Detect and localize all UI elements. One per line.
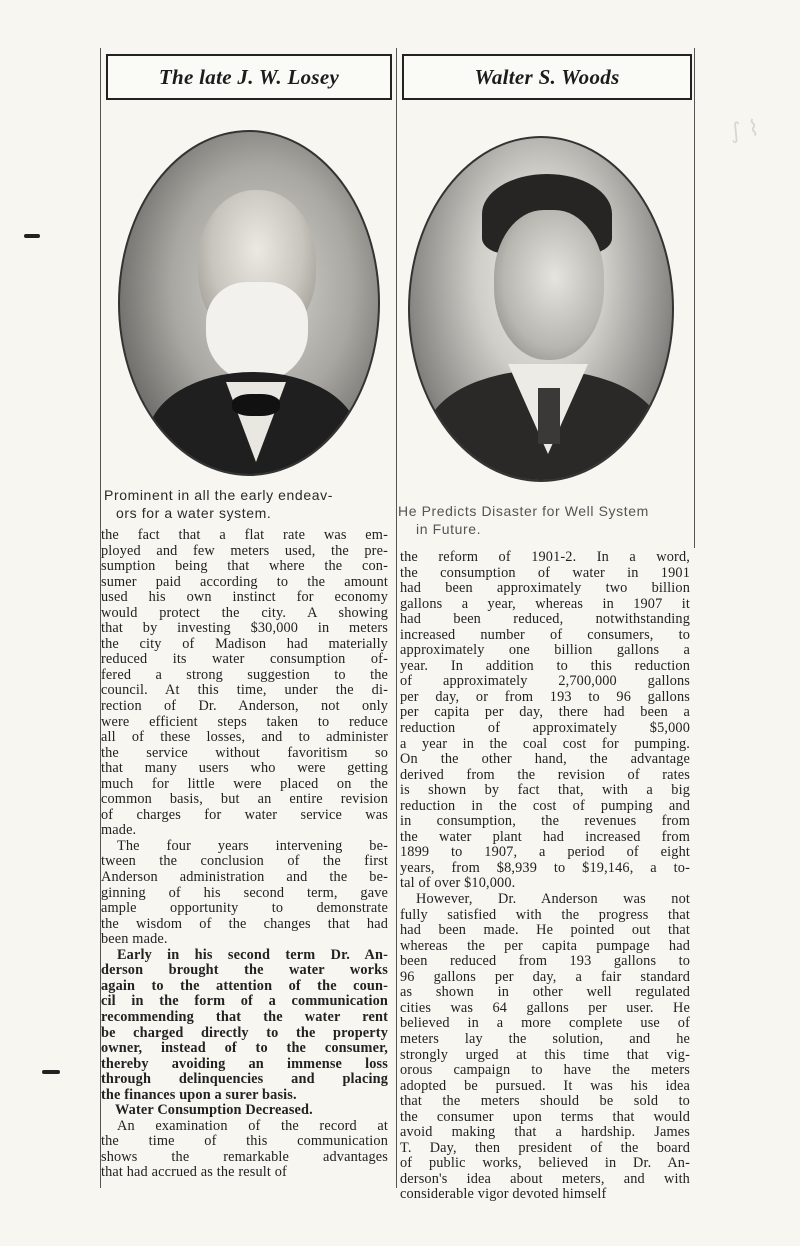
text-line: of public works, believed in Dr. An-: [400, 1155, 690, 1172]
text-line: meters lay the solution, and he: [400, 1030, 690, 1047]
caption-losey-line1: Prominent in all the early endeav-: [104, 487, 333, 503]
text-line: the consumption of water in 1901: [400, 564, 690, 581]
text-line: 96 gallons per day, a fair standard: [400, 968, 690, 985]
text-line: again to the attention of the coun-: [101, 977, 388, 994]
caption-losey: [104, 486, 394, 522]
portrait-losey-tie: [232, 394, 280, 416]
text-line: per day, or from 193 to 96 gallons: [400, 688, 690, 705]
text-line: shows the remarkable advantages: [101, 1148, 388, 1165]
text-line: would protect the city. A showing: [101, 604, 388, 621]
text-line: been reduced from 193 gallons to: [400, 953, 690, 970]
text-line: the water plant had increased from: [400, 828, 690, 845]
text-line: The four years intervening be-: [117, 837, 388, 854]
text-line: tal of over $10,000.: [400, 875, 516, 892]
text-line: years, from $8,939 to $19,146, a to-: [400, 859, 690, 876]
center-rule: [396, 48, 397, 1188]
text-line: adopted be pursued. It was his idea: [400, 1077, 690, 1094]
text-line: the reform of 1901-2. In a word,: [400, 549, 690, 565]
text-line: year. In addition to this reduction: [400, 657, 690, 674]
text-line: as shown in other well regulated: [400, 984, 690, 1001]
pencil-marking: ∫ ⌇: [728, 116, 761, 145]
header-woods-text: Walter S. Woods: [474, 64, 620, 89]
text-line: rection of Dr. Anderson, not only: [101, 698, 388, 715]
text-line: ample opportunity to demonstrate: [101, 900, 388, 917]
text-line: been made.: [101, 931, 168, 948]
header-losey: [106, 54, 392, 100]
text-line: that the meters should be sold to: [400, 1093, 690, 1110]
text-line: whereas the per capita pumpage had: [400, 937, 690, 954]
header-losey-text: The late J. W. Losey: [158, 64, 340, 89]
text-line: the finances upon a surer basis.: [101, 1086, 297, 1103]
caption-woods-line2: in Future.: [416, 521, 482, 537]
margin-mark-lower: [42, 1070, 60, 1074]
text-line: used his own instinct for economy: [101, 589, 388, 606]
portrait-woods-head: [494, 210, 604, 360]
portrait-woods: [408, 136, 674, 482]
portrait-losey: [118, 130, 380, 476]
text-line: believed in a more complete use of: [400, 1015, 690, 1032]
text-line: had been reduced, notwithstanding: [400, 611, 690, 628]
text-line: in consumption, the revenues from: [400, 813, 690, 830]
text-line: sumption being that where the con-: [101, 558, 388, 575]
left-article-column: [101, 528, 388, 1181]
text-line: reduction of approximately $5,000: [400, 720, 690, 737]
text-line: orous campaign to have the meters: [400, 1062, 690, 1079]
text-line: the fact that a flat rate was em-: [101, 527, 388, 543]
text-line: reduced its water consumption of-: [101, 651, 388, 668]
text-line: ginning of his second term, gave: [101, 884, 388, 901]
text-line: had been approximately two billion: [400, 580, 690, 597]
text-line: cil in the form of a communication: [101, 993, 388, 1010]
text-line: council. At this time, under the di-: [101, 682, 388, 699]
text-line: derson brought the water works: [101, 962, 388, 979]
text-line: the service without favoritism so: [101, 744, 388, 761]
caption-woods-line1: He Predicts Disaster for Well System: [398, 503, 649, 519]
text-line: approximately one billion gallons a: [400, 642, 690, 659]
subheading: Water Consumption Decreased.: [115, 1102, 313, 1119]
text-line: ployed and few meters used, the pre-: [101, 542, 388, 559]
text-line: the city of Madison had materially: [101, 635, 388, 652]
text-line: fered a strong suggestion to the: [101, 666, 388, 683]
text-line: tween the conclusion of the first: [101, 853, 388, 870]
text-line: much for little were placed on the: [101, 775, 388, 792]
right-outer-rule: [694, 48, 695, 548]
portrait-losey-beard: [206, 282, 308, 382]
text-line: per capita per day, there had been a: [400, 704, 690, 721]
margin-mark-upper: [24, 234, 40, 238]
text-line: the time of this communication: [101, 1133, 388, 1150]
caption-woods: [398, 502, 696, 538]
text-line: were efficient steps taken to reduce: [101, 713, 388, 730]
text-line: considerable vigor devoted himself: [400, 1186, 607, 1203]
text-line: of approximately 2,700,000 gallons: [400, 673, 690, 690]
text-line: An examination of the record at: [117, 1117, 388, 1134]
text-line: thereby avoiding an immense loss: [101, 1055, 388, 1072]
text-line: On the other hand, the advantage: [400, 751, 690, 768]
text-line: all of these losses, and to administer: [101, 729, 388, 746]
text-line: T. Day, then president of the board: [400, 1139, 690, 1156]
header-woods: [402, 54, 692, 100]
text-line: recommending that the water rent: [101, 1008, 388, 1025]
text-line: 1899 to 1907, a period of eight: [400, 844, 690, 861]
text-line: the consumer upon terms that would: [400, 1108, 690, 1125]
text-line: derson's idea about meters, and with: [400, 1170, 690, 1187]
text-line: made.: [101, 822, 137, 839]
text-line: a year in the coal cost for pumping.: [400, 735, 690, 752]
text-line: is shown by fact that, with a big: [400, 782, 690, 799]
text-line: be charged directly to the property: [101, 1024, 388, 1041]
text-line: that by investing $30,000 in meters: [101, 620, 388, 637]
text-line: cities was 64 gallons per user. He: [400, 999, 690, 1016]
text-line: strongly urged at this time that vig-: [400, 1046, 690, 1063]
text-line: that had accrued as the result of: [101, 1164, 287, 1181]
text-line: avoid making that a hardship. James: [400, 1124, 690, 1141]
text-line: Anderson administration and the be-: [101, 869, 388, 886]
text-line: the wisdom of the changes that had: [101, 915, 388, 932]
text-line: fully satisfied with the progress that: [400, 906, 690, 923]
text-line: derived from the revision of rates: [400, 766, 690, 783]
text-line: increased number of consumers, to: [400, 626, 690, 643]
right-article-column: [400, 550, 690, 1203]
text-line: gallons a year, whereas in 1907 it: [400, 595, 690, 612]
text-line: However, Dr. Anderson was not: [416, 891, 690, 908]
text-line: sumer paid according to the amount: [101, 573, 388, 590]
caption-losey-line2: ors for a water system.: [116, 505, 272, 521]
text-line: through delinquencies and placing: [101, 1071, 388, 1088]
text-line: Early in his second term Dr. An-: [117, 946, 388, 963]
portrait-woods-tie: [538, 388, 560, 444]
text-line: of charges for water service was: [101, 806, 388, 823]
text-line: common basis, but an entire revision: [101, 791, 388, 808]
text-line: reduction in the cost of pumping and: [400, 797, 690, 814]
text-line: that many users who were getting: [101, 760, 388, 777]
text-line: had been made. He pointed out that: [400, 922, 690, 939]
text-line: owner, instead of to the consumer,: [101, 1040, 388, 1057]
